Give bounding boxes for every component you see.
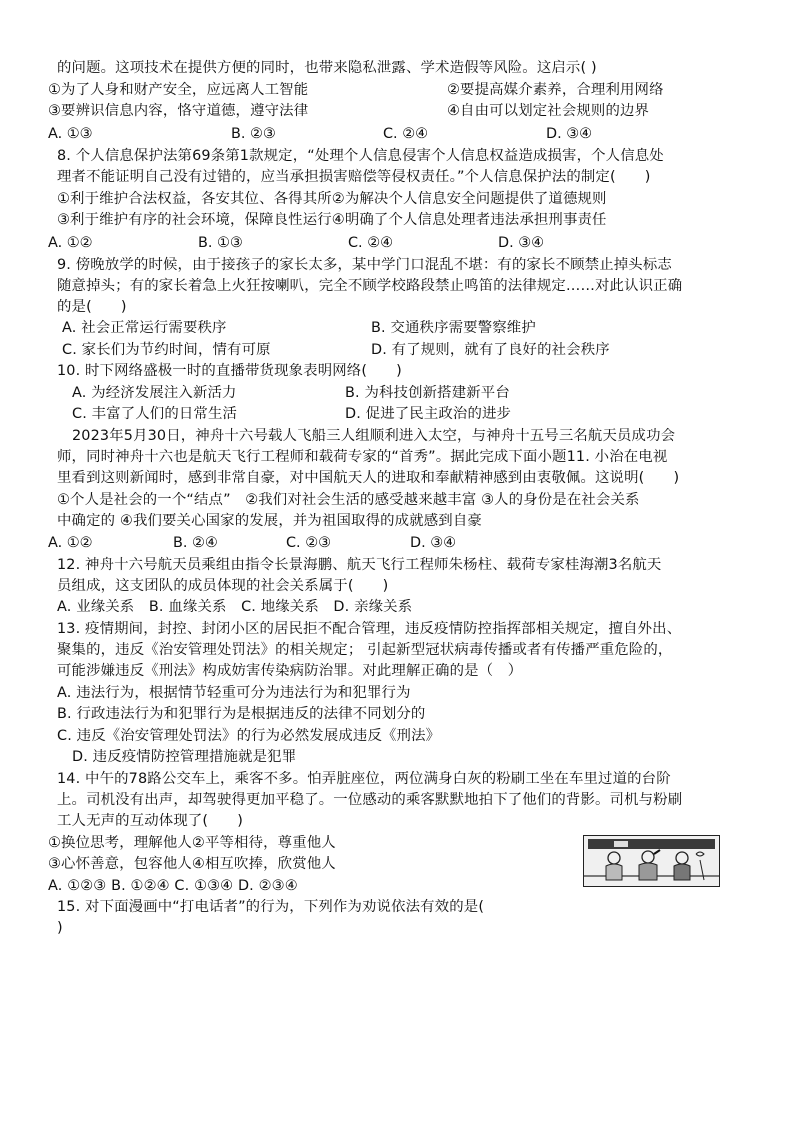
q13-option-d: D. 违反疫情防控管理措施就是犯罪 xyxy=(72,749,297,765)
q12-stem: 12. 神舟十六号航天员乘组由指令长景海鹏、航天飞行工程师朱杨柱、载荷专家桂海潮3名航天 xyxy=(57,557,662,573)
q11-choice: ①个人是社会的一个“结点” ②我们对社会生活的感受越来越丰富 ③人的身份是在社会关系 xyxy=(57,492,640,508)
q15-stem: 15. 对下面漫画中“打电话者”的行为，下列作为劝说依法有效的是( xyxy=(57,899,485,915)
q13-option-c: C. 违反《治安管理处罚法》的行为必然发展成违反《刑法》 xyxy=(57,728,441,744)
q13-stem: 可能涉嫌违反《刑法》构成妨害传染病防治罪。对此理解正确的是（ ） xyxy=(57,663,523,679)
q8-option-a: A. ①② xyxy=(48,235,93,251)
q13-stem: 聚集的，违反《治安管理处罚法》的相关规定； 引起新型冠状病毒传播或者有传播严重危险的， xyxy=(57,642,673,658)
q13-option-a: A. 违法行为，根据情节轻重可分为违法行为和犯罪行为 xyxy=(57,685,411,701)
q8-choice: ③利于维护有序的社会环境，保障良性运行④明确了个人信息处理者违法承担刑事责任 xyxy=(57,212,607,228)
q15-stem-end: ) xyxy=(57,920,63,936)
q7-choice-1: ①为了人身和财产安全，应远离人工智能 xyxy=(48,82,309,98)
q9-stem: 随意掉头；有的家长着急上火狂按喇叭，完全不顾学校路段禁止鸣笛的法律规定……对此认识正确 xyxy=(57,278,683,294)
q11-stem: 里看到这则新闻时，感到非常自豪，对中国航天人的进取和奉献精神感到由衷敬佩。这说明( ) xyxy=(57,470,680,486)
q9-option-a: A. 社会正常运行需要秩序 xyxy=(62,320,227,336)
q14-stem: 上。司机没有出声，却驾驶得更加平稳了。一位感动的乘客默默地拍下了他们的背影。司机与粉刷 xyxy=(57,792,683,808)
q7-choice-2: ②要提高媒介素养，合理利用网络 xyxy=(447,82,664,98)
q9-option-d: D. 有了规则，就有了良好的社会秩序 xyxy=(371,342,610,358)
q14-stem: 14. 中午的78路公交车上，乘客不多。怕弄脏座位，两位满身白灰的粉刷工坐在车里过道的台阶 xyxy=(57,771,671,787)
q9-option-c: C. 家长们为节约时间，情有可原 xyxy=(62,342,271,358)
q14-stem: 工人无声的互动体现了( ) xyxy=(57,813,244,829)
q10-option-a: A. 为经济发展注入新活力 xyxy=(72,385,237,401)
q7-option-d: D. ③④ xyxy=(546,126,593,142)
q8-choice: ①利于维护合法权益，各安其位、各得其所②为解决个人信息安全问题提供了道德规则 xyxy=(57,191,607,207)
q9-stem: 的是( ) xyxy=(57,299,127,315)
q14-choice: ③心怀善意，包容他人④相互吹捧，欣赏他人 xyxy=(48,856,336,872)
q10-option-b: B. 为科技创新搭建新平台 xyxy=(345,385,510,401)
comic-drawing xyxy=(584,836,719,886)
q9-stem: 9. 傍晚放学的时候，由于接孩子的家长太多，某中学门口混乱不堪：有的家长不顾禁止掉头标志 xyxy=(57,257,672,273)
q11-option-a: A. ①② xyxy=(48,535,93,551)
q13-option-b: B. 行政违法行为和犯罪行为是根据违反的法律不同划分的 xyxy=(57,706,426,722)
q11-option-b: B. ②④ xyxy=(173,535,218,551)
q10-option-d: D. 促进了民主政治的进步 xyxy=(345,406,512,422)
q12-options: A. 业缘关系 B. 血缘关系 C. 地缘关系 D. 亲缘关系 xyxy=(57,599,413,615)
q11-choice: 中确定的 ④我们要关心国家的发展，并为祖国取得的成就感到自豪 xyxy=(57,513,482,529)
q7-option-b: B. ②③ xyxy=(231,126,276,142)
q7-choice-3: ③要辨识信息内容，恪守道德，遵守法律 xyxy=(48,103,309,119)
q7-choice-4: ④自由可以划定社会规则的边界 xyxy=(447,103,650,119)
q11-option-c: C. ②③ xyxy=(286,535,331,551)
q8-option-d: D. ③④ xyxy=(498,235,545,251)
q10-option-c: C. 丰富了人们的日常生活 xyxy=(72,406,238,422)
q8-option-b: B. ①③ xyxy=(198,235,243,251)
q7-option-c: C. ②④ xyxy=(383,126,428,142)
q8-stem: 理者不能证明自己没有过错的，应当承担损害赔偿等侵权责任。”个人信息保护法的制定( ) xyxy=(57,169,651,185)
q14-choice: ①换位思考，理解他人②平等相待，尊重他人 xyxy=(48,835,336,851)
q7-option-a: A. ①③ xyxy=(48,126,93,142)
q9-option-b: B. 交通秩序需要警察维护 xyxy=(371,320,536,336)
q13-stem: 13. 疫情期间，封控、封闭小区的居民拒不配合管理，违反疫情防控指挥部相关规定，擅自外出、 xyxy=(57,621,682,637)
q11-option-d: D. ③④ xyxy=(410,535,457,551)
q8-stem: 8. 个人信息保护法第69条第1款规定，“处理个人信息侵害个人信息权益造成损害，个人信息处 xyxy=(57,148,664,164)
q11-material: 2023年5月30日，神舟十六号载人飞船三人组顺利进入太空，与神舟十五号三名航天员成功会 xyxy=(72,428,676,444)
q12-stem: 员组成，这支团队的成员体现的社会关系属于( ) xyxy=(57,578,389,594)
q8-option-c: C. ②④ xyxy=(348,235,393,251)
q10-stem: 10. 时下网络盛极一时的直播带货现象表明网络( ) xyxy=(57,363,402,379)
q7-stem-tail: 的问题。这项技术在提供方便的同时，也带来隐私泄露、学术造假等风险。这启示( ) xyxy=(57,60,597,76)
q11-material: 师，同时神舟十六也是航天飞行工程师和载荷专家的“首秀”。据此完成下面小题11. 小治在电视 xyxy=(57,449,668,465)
comic-image xyxy=(583,835,720,887)
q14-options: A. ①②③ B. ①②④ C. ①③④ D. ②③④ xyxy=(48,878,298,894)
